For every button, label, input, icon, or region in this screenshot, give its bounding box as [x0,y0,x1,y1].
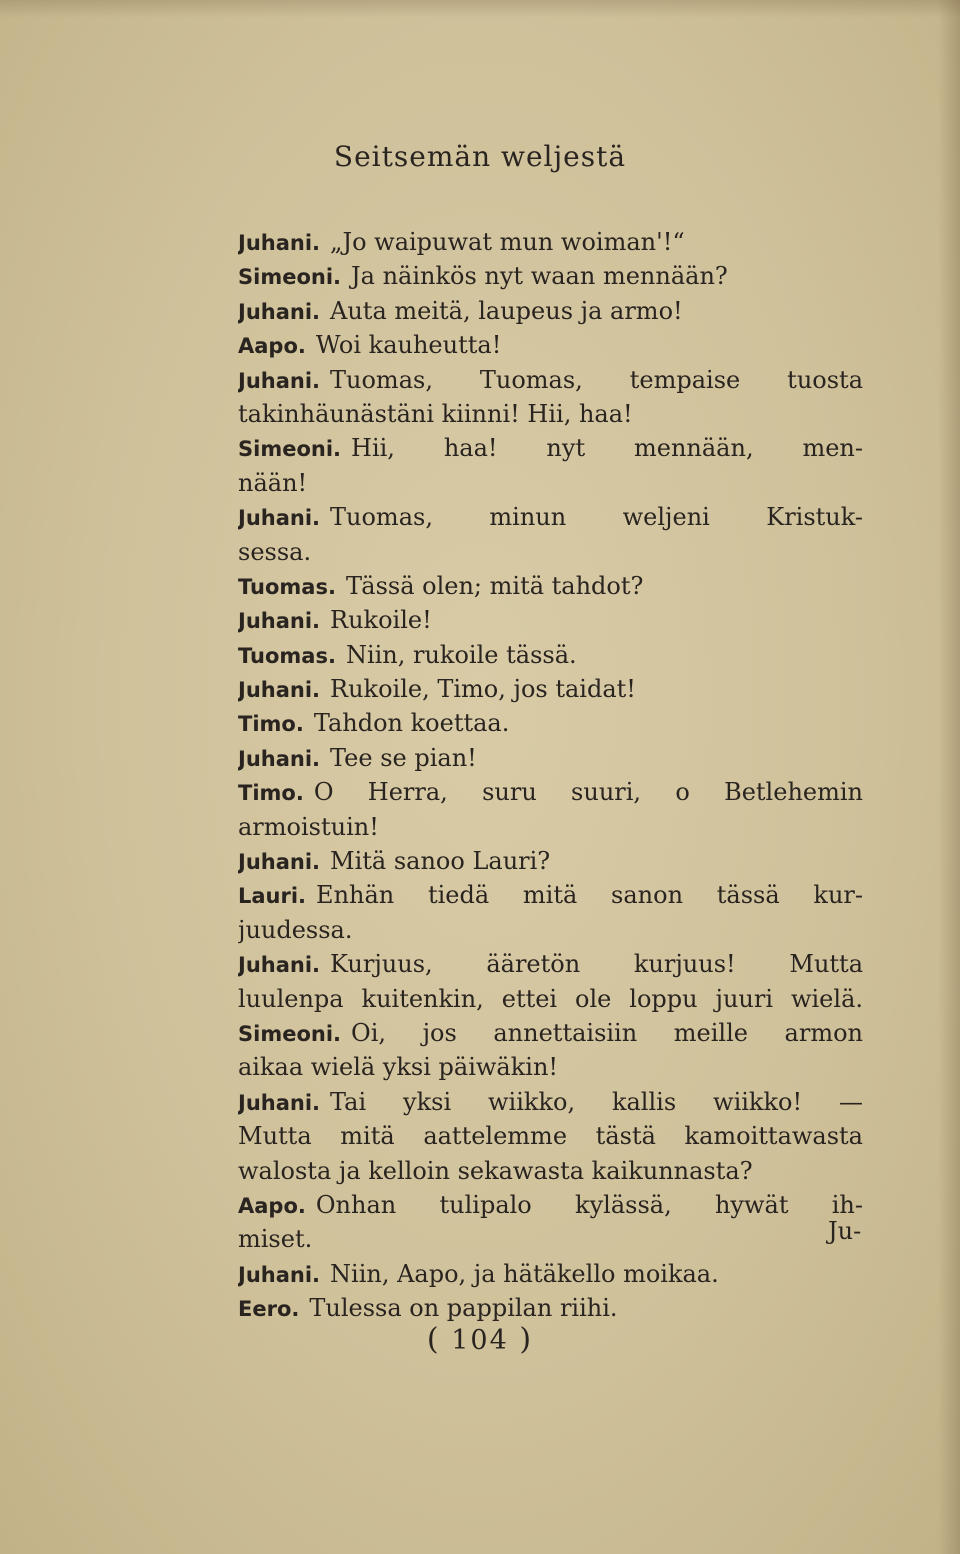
speaker-name: Eero. [238,1297,300,1322]
speaker-name: Aapo. [238,334,306,359]
text-line [238,466,863,500]
line-text: „Jo waipuwat mun woiman'!“ [330,228,685,256]
line-text: Tee se pian! [330,743,477,772]
speaker-name: Juhani. [238,953,321,978]
speaker-name: Juhani. [238,1262,321,1287]
catchword: Ju- [828,1217,862,1245]
text-line [238,775,863,809]
speaker-name: Tuomas. [238,643,336,668]
line-text: Mitä sanoo Lauri? [330,847,551,876]
speaker-name: Juhani. [238,231,321,255]
text-line [238,363,863,397]
line-text: Rukoile! [330,606,432,635]
page-number-value: 104 [451,1325,509,1356]
text-line [238,535,863,569]
line-text: Enhän tiedä mitä sanon tässä kur- [316,881,863,910]
text-line [238,1291,863,1325]
speaker-name: Timo. [238,781,304,806]
text-line [238,225,863,259]
line-text: O Herra, suru suuri, o Betlehemin [313,778,863,807]
text-line [238,1016,863,1050]
speaker-name: Simeoni. [238,437,342,462]
speaker-name: Tuomas. [238,574,336,599]
line-text: Tahdon koettaa. [313,709,510,738]
running-header: Seitsemän weljestä [333,140,627,173]
speaker-name: Aapo. [238,1193,306,1218]
text-line [238,1050,863,1084]
text-line [238,844,863,878]
text-line [238,397,863,431]
speaker-name: Timo. [238,712,304,737]
line-text: Ja näinkös nyt waan mennään? [351,262,728,291]
line-text: walosta ja kelloin sekawasta kaikunnasta? [238,1156,753,1185]
speaker-name: Simeoni. [238,265,342,290]
line-text: Kurjuus, ääretön kurjuus! Mutta [330,950,863,979]
line-text: sessa. [238,537,312,566]
text-line [238,1154,863,1188]
line-text: armoistuin! [238,812,379,841]
text-line [238,878,863,912]
text-line [238,603,863,637]
speaker-name: Juhani. [238,746,321,771]
page-shadow-top [0,0,960,18]
text-line [238,328,863,362]
text-line [238,1257,863,1291]
text-line [238,810,863,844]
text-line [238,569,863,603]
speaker-name: Juhani. [238,678,321,703]
speaker-name: Juhani. [238,850,321,875]
text-line [238,1188,863,1222]
text-line [238,947,863,981]
speaker-name: Lauri. [238,884,307,909]
line-text: Oi, jos annettaisiin meille armon [351,1018,863,1047]
speaker-name: Juhani. [238,506,321,531]
line-text: Auta meitä, laupeus ja armo! [330,296,683,325]
line-text: Tuomas, minun weljeni Kristuk- [330,503,863,532]
text-line [238,1085,863,1119]
line-text: luulenpa kuitenkin, ettei ole loppu juuri wielä. [238,984,863,1013]
line-text: juudessa. [238,915,353,944]
text-line [238,706,863,740]
line-text: Tässä olen; mitä tahdot? [345,571,644,600]
line-text: takinhäunästäni kiinni! Hii, haa! [238,399,633,428]
text-line [238,913,863,947]
text-line [238,1222,863,1256]
dialogue-text [238,225,863,1326]
line-text: Hii, haa! nyt mennään, men- [351,434,863,463]
speaker-name: Juhani. [238,368,321,393]
line-text: Niin, Aapo, ja hätäkello moikaa. [330,1259,719,1288]
speaker-name: Simeoni. [238,1021,342,1046]
line-text: Woi kauheutta! [315,331,502,360]
line-text: Tulessa on pappilan riihi. [309,1294,618,1323]
line-text: Rukoile, Timo, jos taidat! [330,675,636,704]
text-line [238,500,863,534]
text-line [238,982,863,1016]
text-line [238,638,863,672]
line-text: miset. [238,1225,313,1254]
speaker-name: Juhani. [238,1090,321,1115]
line-text: Tai yksi wiikko, kallis wiikko! — [330,1087,863,1116]
line-text: Onhan tulipalo kylässä, hywät ih- [315,1190,863,1219]
text-line [238,259,863,293]
line-text: Niin, rukoile tässä. [345,640,577,669]
speaker-name: Juhani. [238,609,321,634]
text-line [238,431,863,465]
text-line [238,672,863,706]
page-shadow-right [938,0,960,1554]
page-number: ( 104 ) [426,1322,534,1357]
line-text: nään! [238,468,308,497]
line-text: Mutta mitä aattelemme tästä kamoittawasta [238,1122,863,1151]
line-text: Tuomas, Tuomas, tempaise tuosta [330,365,863,394]
text-line [238,741,863,775]
text-line [238,294,863,328]
line-text: aikaa wielä yksi päiwäkin! [238,1053,559,1082]
speaker-name: Juhani. [238,299,321,324]
text-line [238,1119,863,1153]
